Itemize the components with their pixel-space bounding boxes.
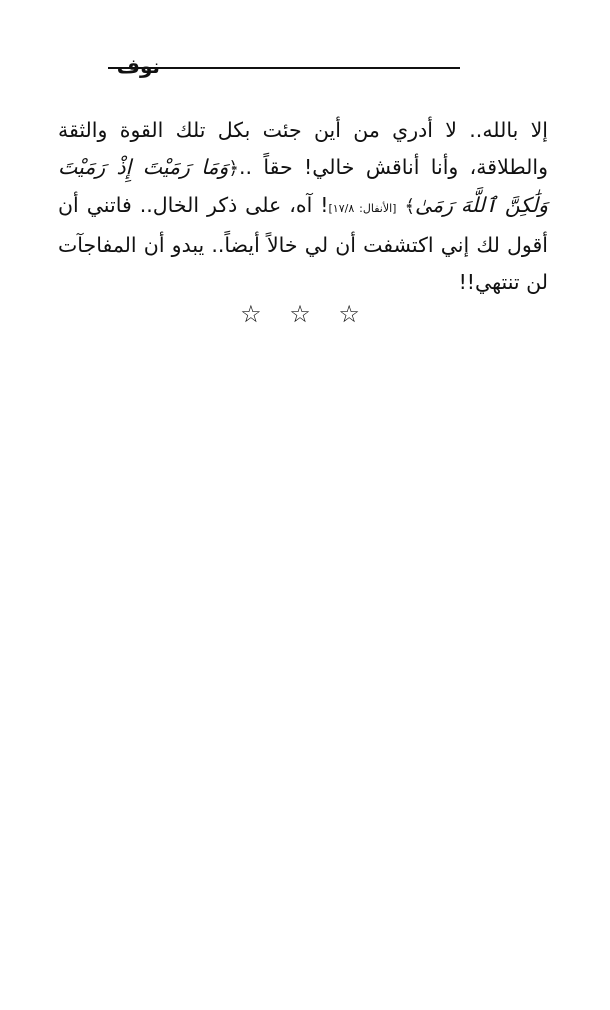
header-rule bbox=[108, 67, 460, 69]
verse-reference: [الأنفال: ١٧/٨] bbox=[328, 202, 397, 215]
header-title: نوف bbox=[116, 54, 160, 78]
section-separator-stars: ☆ ☆ ☆ bbox=[240, 300, 370, 328]
running-header bbox=[60, 52, 460, 82]
quran-verse: وَمَا رَمَيْتَ إِذْ رَمَيْتَ وَلَٰكِنَّ ٱللَّهَ رَمَىٰ bbox=[58, 155, 549, 217]
text-before-verse: إلا بالله.. لا أدري من أين جئت بكل تلك القوة والثقة والطلاقة، وأنا أناقش خالي! حقاً .. bbox=[58, 118, 548, 179]
text-after-verse: ! آه، على ذكر الخال.. فاتني أن أقول لك إني اكتشفت أن لي خالاً أيضاً.. يبدو أن المفاجآت لن تنتهي!! bbox=[58, 193, 548, 294]
verse-open-bracket: ﴿ bbox=[228, 158, 239, 179]
verse-close-bracket: ﴾ bbox=[404, 196, 415, 217]
body-paragraph bbox=[58, 112, 548, 301]
